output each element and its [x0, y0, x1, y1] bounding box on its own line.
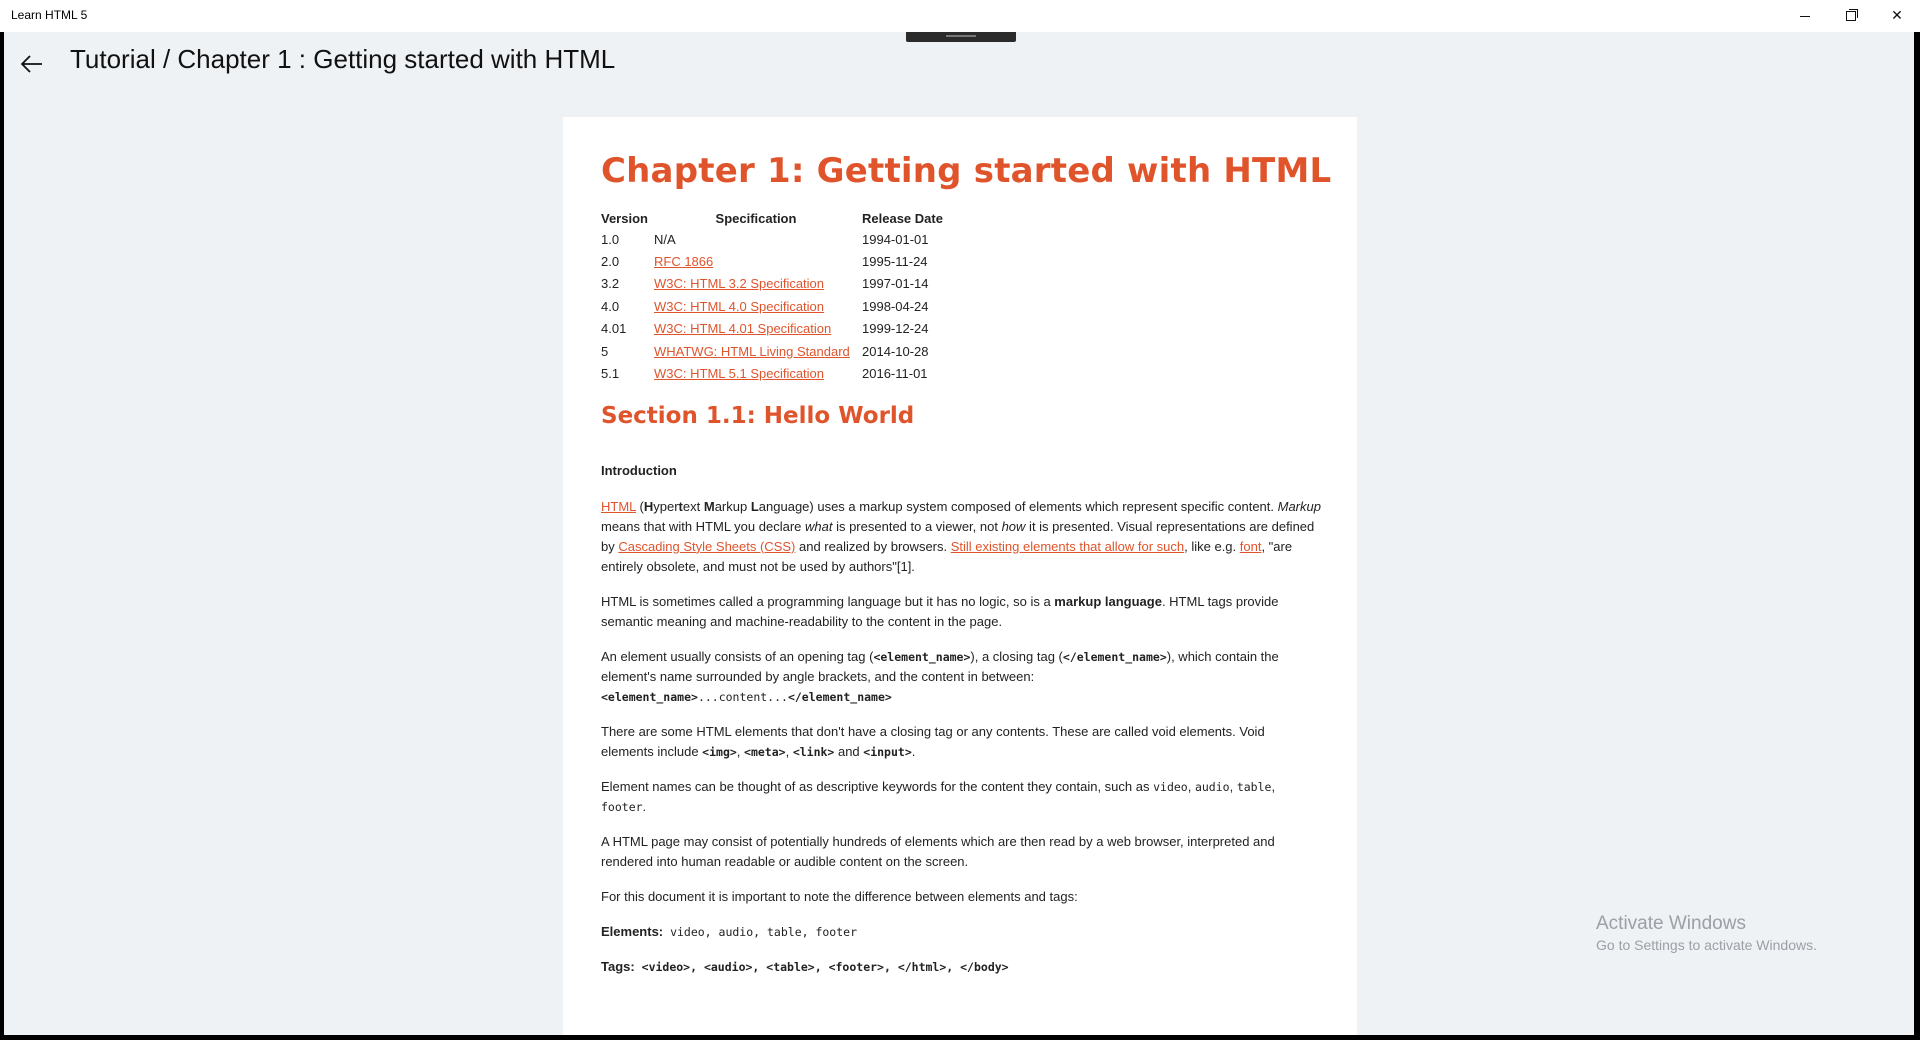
text: ,	[736, 743, 745, 759]
text: ,	[1271, 778, 1276, 794]
code-text: <element_name>	[873, 649, 971, 664]
activate-windows-watermark	[1596, 913, 1817, 953]
table-row	[601, 228, 947, 250]
code-text: <video>, <audio>, <table>, <footer>, </html>, </body>	[634, 959, 1009, 974]
text: yper	[653, 498, 679, 514]
close-icon[interactable]: ✕	[1891, 8, 1903, 24]
drag-handle[interactable]	[906, 32, 1016, 42]
spec-link[interactable]: RFC 1866	[654, 254, 714, 270]
page-title: Tutorial / Chapter 1 : Getting started with HTML	[70, 44, 616, 74]
watermark-subtitle: Go to Settings to activate Windows.	[1596, 937, 1817, 953]
text: arkup	[714, 498, 751, 514]
version-cell: 5	[601, 343, 609, 359]
version-cell: 3.2	[601, 276, 620, 292]
text-bold: M	[703, 498, 715, 514]
watermark-title: Activate Windows	[1596, 913, 1746, 934]
spec-link[interactable]: W3C: HTML 5.1 Specification	[654, 366, 825, 382]
text: and	[834, 743, 864, 759]
chapter-title: Chapter 1: Getting started with HTML	[601, 151, 1332, 191]
css-link[interactable]: Cascading Style Sheets (CSS)	[618, 538, 796, 554]
text: ), a closing tag (	[970, 648, 1063, 664]
paragraph-void-elements	[601, 722, 1321, 762]
column-header: Version	[601, 211, 648, 226]
text: and realized by browsers.	[795, 538, 951, 554]
column-header: Specification	[715, 211, 797, 226]
text-bold: L	[750, 498, 759, 514]
text: ext	[682, 498, 704, 514]
version-cell: 1.0	[601, 231, 620, 247]
text: .	[642, 798, 647, 814]
intro-heading: Introduction	[601, 462, 677, 478]
text: . HTML tags provide semantic meaning and machine-readability to the content in the page.	[601, 593, 1279, 629]
font-link[interactable]: font	[1239, 538, 1262, 554]
text: (	[635, 498, 644, 514]
date-cell: 1994-01-01	[862, 231, 929, 247]
code-text: video, audio, table, footer	[663, 924, 858, 939]
code-text: <element_name>	[601, 689, 698, 704]
window-title-bar[interactable]	[0, 0, 1920, 32]
text: anguage) uses a markup system composed of elements which represent specific content.	[758, 498, 1278, 514]
spec-link[interactable]: WHATWG: HTML Living Standard	[654, 343, 850, 359]
paragraph-elements-list	[601, 922, 1321, 942]
paragraph-element-names	[601, 777, 1321, 817]
date-cell: 2016-11-01	[862, 366, 928, 382]
text-bold: H	[643, 498, 654, 514]
document-page[interactable]	[563, 117, 1357, 1035]
text-italic: how	[1001, 518, 1026, 534]
paragraph-difference: For this document it is important to note the difference between elements and tags:	[601, 888, 1078, 904]
text: ), which contain the element's name surrounded by angle brackets, and the content in between:	[601, 648, 1279, 684]
obsolete-elements-link[interactable]: Still existing elements that allow for such	[950, 538, 1185, 554]
text: ,	[1229, 778, 1237, 794]
paragraph-html-page: A HTML page may consist of potentially hundreds of elements which are then read by a web browser, interpreted and rendered into human readable or audible content on the screen.	[601, 833, 1275, 869]
code-text: </element_name>	[1062, 649, 1167, 664]
code-text: ...content...	[697, 689, 788, 704]
date-cell: 1998-04-24	[862, 298, 929, 314]
text: means that with HTML you declare	[601, 518, 805, 534]
text-bold: Tags:	[601, 958, 635, 974]
text-bold: markup language	[1054, 593, 1162, 609]
paragraph-tags-list	[601, 957, 1321, 977]
table-row	[601, 362, 947, 384]
restore-icon[interactable]	[1828, 0, 1874, 32]
text: , like e.g.	[1184, 538, 1240, 554]
minimize-icon[interactable]	[1782, 0, 1828, 32]
text-bold: Elements:	[601, 923, 664, 939]
code-text: footer	[601, 799, 643, 814]
version-cell: 5.1	[601, 366, 620, 382]
version-cell: 4.0	[601, 298, 620, 314]
app-content	[4, 32, 1914, 1035]
window-title: Learn HTML 5	[11, 8, 88, 22]
html-link[interactable]: HTML	[601, 498, 636, 514]
spec-link[interactable]: W3C: HTML 3.2 Specification	[654, 276, 825, 292]
text: HTML is sometimes called a programming language but it has no logic, so is a	[601, 593, 1055, 609]
table-row	[601, 273, 947, 295]
version-table	[601, 211, 947, 385]
paragraph-html-definition	[601, 497, 1321, 577]
table-header-row	[601, 211, 947, 228]
code-text: </element_name>	[787, 689, 892, 704]
date-cell: 1995-11-24	[862, 254, 928, 270]
text-bold: t	[678, 498, 683, 514]
table-row	[601, 250, 947, 272]
table-row	[601, 318, 947, 340]
column-header: Release Date	[862, 211, 943, 226]
code-text: audio	[1194, 779, 1230, 794]
code-text: video	[1153, 779, 1188, 794]
text-italic: Markup	[1277, 498, 1321, 514]
paragraph-element-structure	[601, 647, 1321, 707]
back-arrow-icon[interactable]	[12, 46, 52, 82]
text: There are some HTML elements that don't have a closing tag or any contents. These are called void elements. Void elements include	[601, 723, 1265, 759]
text: ,	[785, 743, 793, 759]
code-text: <link>	[792, 744, 835, 759]
text-italic: what	[805, 518, 833, 534]
text: ,	[1187, 778, 1195, 794]
text: it is presented. Visual representations are defined by	[601, 518, 1315, 554]
version-cell: 2.0	[601, 254, 620, 270]
paragraph-markup-language	[601, 592, 1321, 632]
text: .	[911, 743, 916, 759]
section-title: Section 1.1: Hello World	[601, 402, 915, 429]
date-cell: 2014-10-28	[862, 343, 929, 359]
text: An element usually consists of an opening tag (	[601, 648, 874, 664]
text: is presented to a viewer, not	[832, 518, 1002, 534]
code-text: <img>	[702, 744, 737, 759]
text: Element names can be thought of as descriptive keywords for the content they contain, such as	[601, 778, 1154, 794]
version-cell: 4.01	[601, 321, 627, 337]
table-row	[601, 340, 947, 362]
spec-link[interactable]: W3C: HTML 4.01 Specification	[654, 321, 832, 337]
date-cell: 1997-01-14	[862, 276, 929, 292]
code-text: table	[1236, 779, 1272, 794]
code-text: <input>	[863, 744, 912, 759]
table-row	[601, 295, 947, 317]
date-cell: 1999-12-24	[862, 321, 929, 337]
code-text: <meta>	[744, 744, 786, 759]
spec-link[interactable]: W3C: HTML 4.0 Specification	[654, 298, 825, 314]
text: , "are entirely obsolete, and must not be used by authors"[1].	[601, 538, 1293, 574]
spec-cell: N/A	[654, 231, 676, 247]
